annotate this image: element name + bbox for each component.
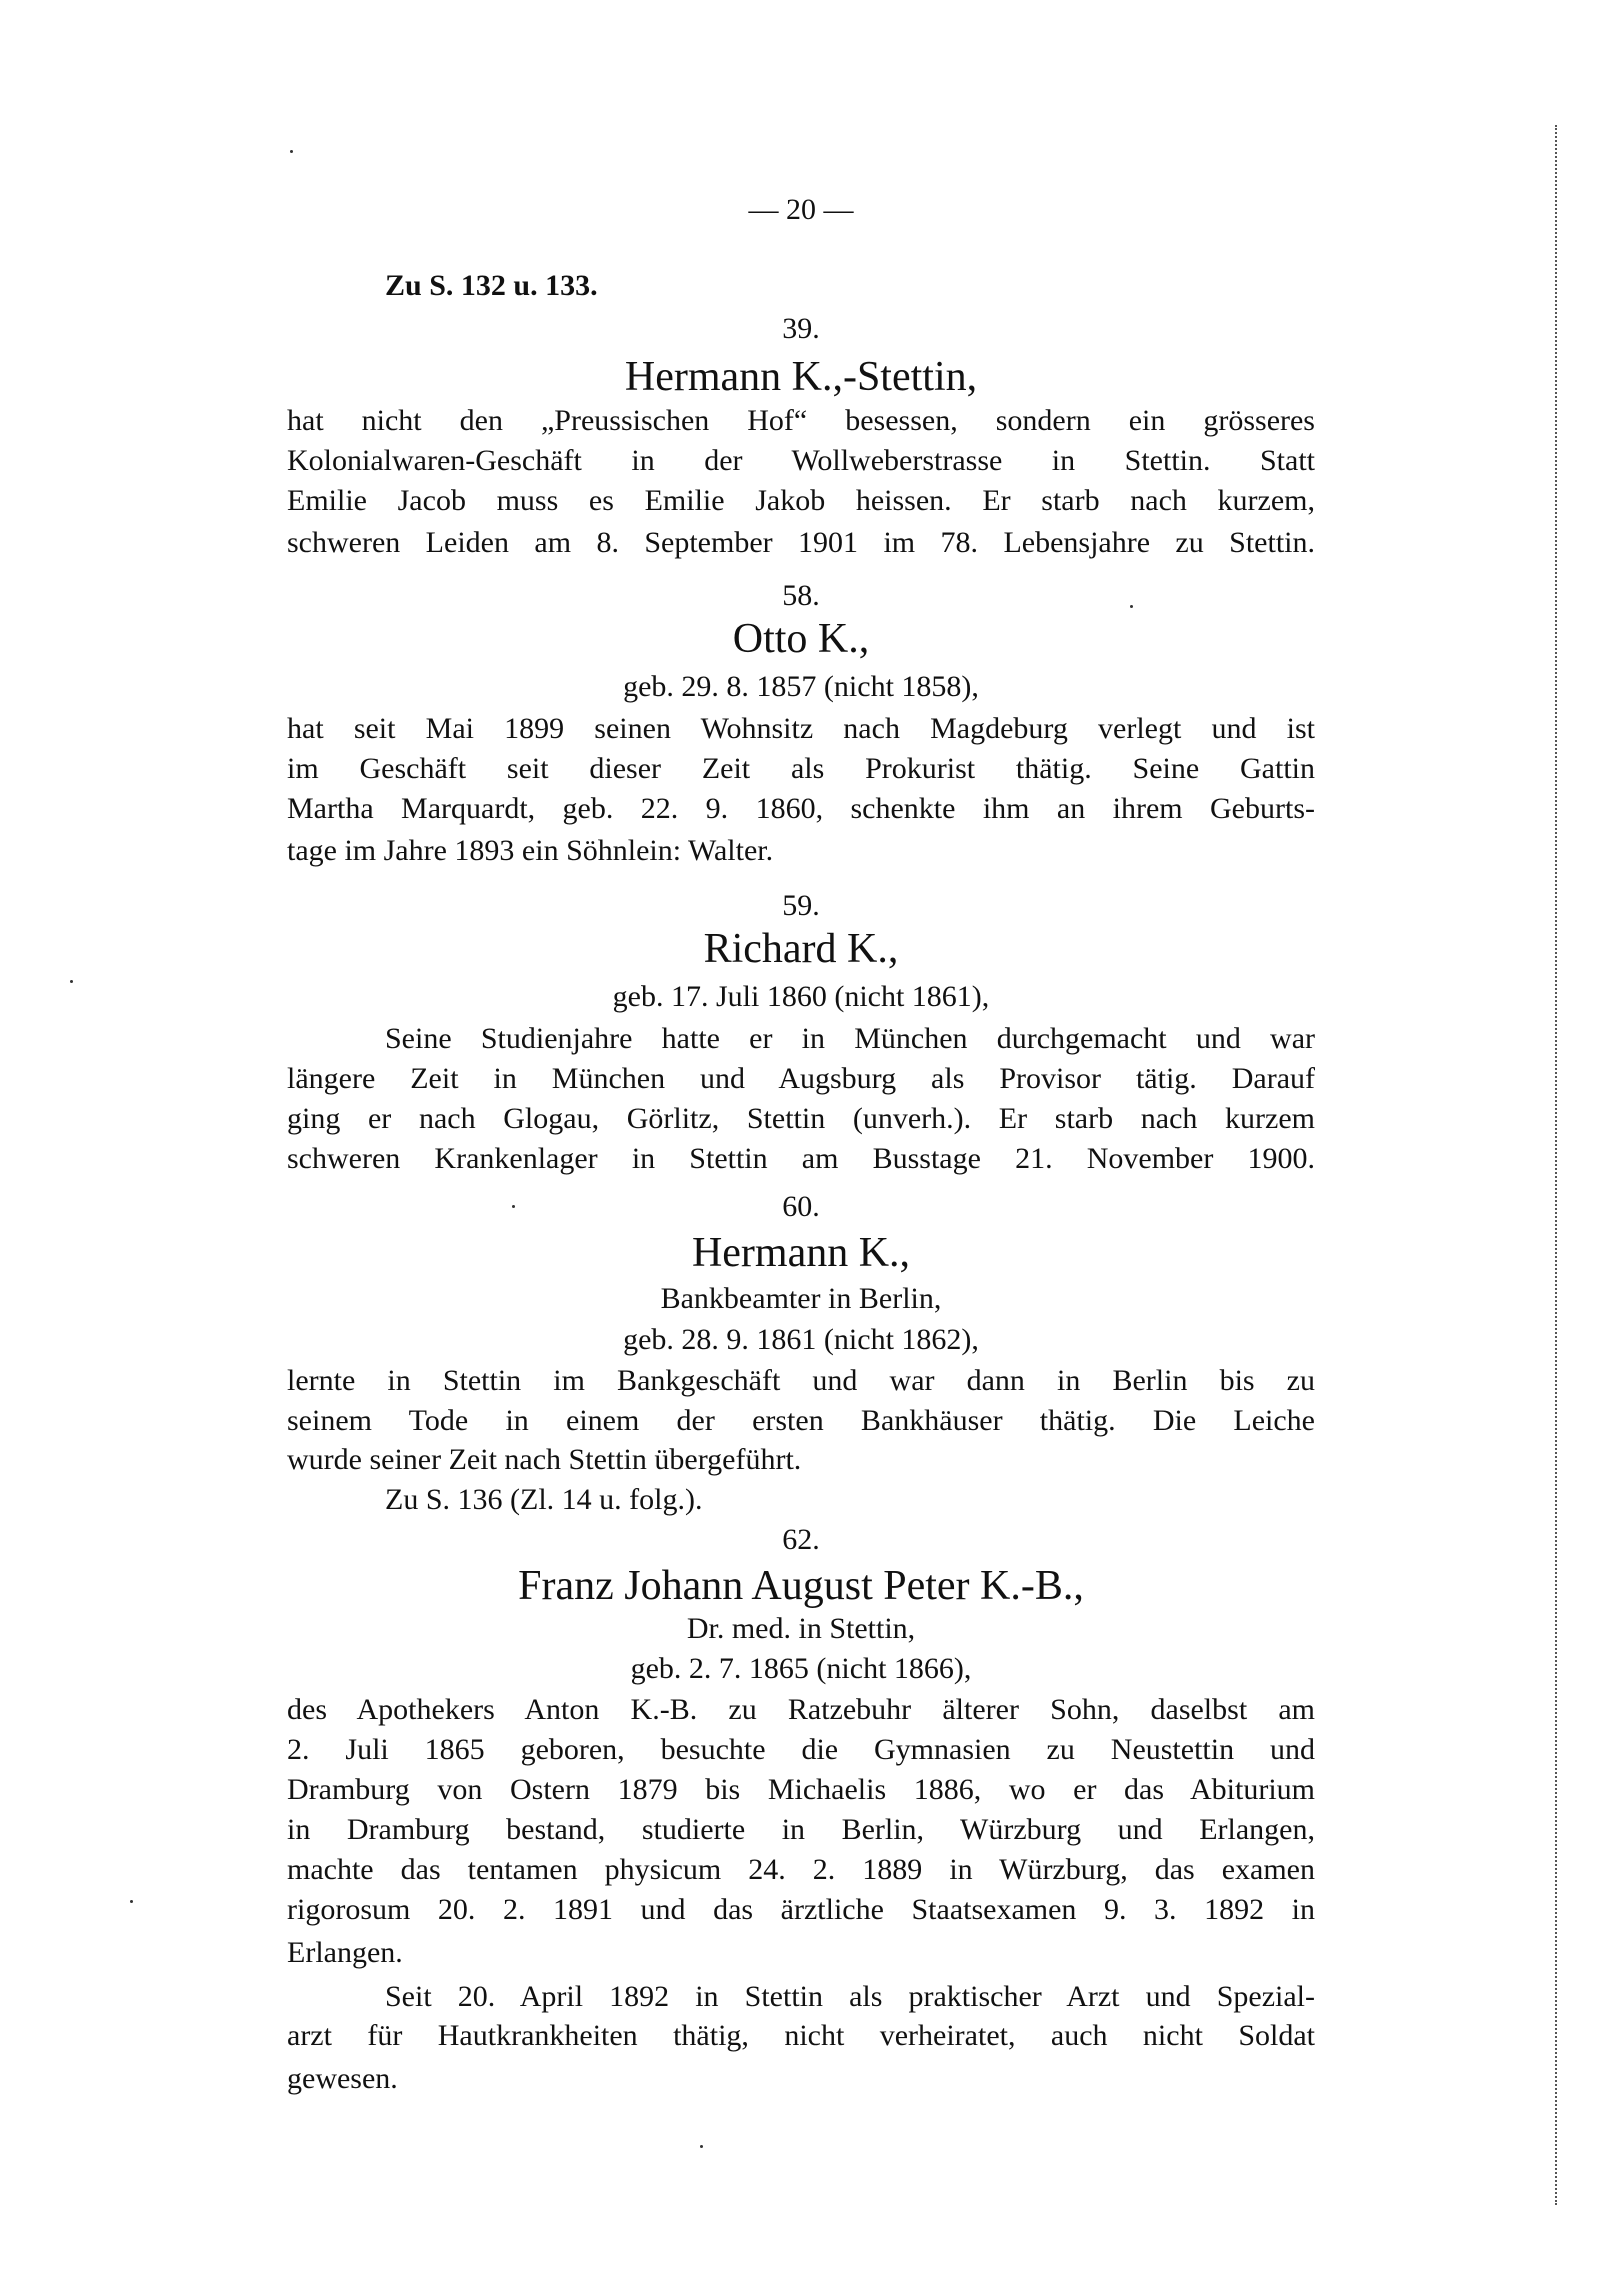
body-line: Erlangen.	[287, 1936, 403, 1969]
entry-number: 59.	[782, 889, 820, 922]
body-line: gewesen.	[287, 2062, 398, 2095]
body-line: Emilie Jacob muss es Emilie Jakob heissen. Er starb nach kurzem,	[287, 484, 1315, 517]
body-line: Seine Studienjahre hatte er in München durchgemacht und war	[385, 1022, 1315, 1055]
body-line: schweren Krankenlager in Stettin am Busstage 21. November 1900.	[287, 1142, 1315, 1175]
body-line: längere Zeit in München und Augsburg als Provisor tätig. Darauf	[287, 1062, 1315, 1095]
body-line: seinem Tode in einem der ersten Bankhäuser thätig. Die Leiche	[287, 1404, 1315, 1437]
scan-speck	[290, 150, 293, 153]
role-line: Bankbeamter in Berlin,	[660, 1282, 942, 1315]
body-line: im Geschäft seit dieser Zeit als Prokurist thätig. Seine Gattin	[287, 752, 1315, 785]
birth-line: geb. 2. 7. 1865 (nicht 1866),	[630, 1652, 972, 1685]
body-line: Kolonialwaren-Geschäft in der Wollweberstrasse in Stettin. Statt	[287, 444, 1315, 477]
body-line: ging er nach Glogau, Görlitz, Stettin (unverh.). Er starb nach kurzem	[287, 1102, 1315, 1135]
birth-line: geb. 17. Juli 1860 (nicht 1861),	[612, 980, 990, 1013]
role-line: Dr. med. in Stettin,	[686, 1612, 916, 1645]
body-line: Martha Marquardt, geb. 22. 9. 1860, schenkte ihm an ihrem Geburts-	[287, 792, 1315, 825]
body-line: rigorosum 20. 2. 1891 und das ärztliche Staatsexamen 9. 3. 1892 in	[287, 1893, 1315, 1926]
entry-name: Hermann K.,-Stettin,	[624, 354, 978, 400]
entry-name: Otto K.,	[732, 616, 870, 662]
scan-speck	[700, 2145, 703, 2148]
page-number: — 20 —	[748, 193, 854, 226]
entry-name: Richard K.,	[703, 926, 899, 972]
body-line: 2. Juli 1865 geboren, besuchte die Gymnasien zu Neustettin und	[287, 1733, 1315, 1766]
body-line: arzt für Hautkrankheiten thätig, nicht verheiratet, auch nicht Soldat	[287, 2019, 1315, 2052]
body-line: tage im Jahre 1893 ein Söhnlein: Walter.	[287, 834, 774, 867]
entry-number: 58.	[782, 579, 820, 612]
entry-name: Franz Johann August Peter K.-B.,	[518, 1563, 1084, 1609]
body-line: wurde seiner Zeit nach Stettin übergeführt.	[287, 1443, 802, 1476]
body-line: in Dramburg bestand, studierte in Berlin, Würzburg und Erlangen,	[287, 1813, 1315, 1846]
body-line: hat nicht den „Preussischen Hof“ besessen, sondern ein grösseres	[287, 404, 1315, 437]
entry-number: 60.	[782, 1190, 820, 1223]
body-line: Dramburg von Ostern 1879 bis Michaelis 1886, wo er das Abiturium	[287, 1773, 1315, 1806]
body-line: lernte in Stettin im Bankgeschäft und war dann in Berlin bis zu	[287, 1364, 1315, 1397]
scan-speck	[130, 1900, 133, 1903]
scan-speck	[70, 980, 73, 983]
entry-number: 39.	[782, 312, 820, 345]
entry-name: Hermann K.,	[691, 1230, 911, 1276]
body-line: schweren Leiden am 8. September 1901 im 78. Lebensjahre zu Stettin.	[287, 526, 1315, 559]
reference-note: Zu S. 132 u. 133.	[385, 269, 598, 302]
birth-line: geb. 28. 9. 1861 (nicht 1862),	[623, 1323, 979, 1356]
reference-note: Zu S. 136 (Zl. 14 u. folg.).	[385, 1483, 703, 1516]
scan-edge-line	[1555, 125, 1557, 2205]
birth-line: geb. 29. 8. 1857 (nicht 1858),	[623, 670, 979, 703]
body-line: machte das tentamen physicum 24. 2. 1889 in Würzburg, das examen	[287, 1853, 1315, 1886]
body-line: des Apothekers Anton K.-B. zu Ratzebuhr älterer Sohn, daselbst am	[287, 1693, 1315, 1726]
body-line: hat seit Mai 1899 seinen Wohnsitz nach Magdeburg verlegt und ist	[287, 712, 1315, 745]
body-line: Seit 20. April 1892 in Stettin als praktischer Arzt und Spezial-	[385, 1980, 1315, 2013]
entry-number: 62.	[782, 1523, 820, 1556]
